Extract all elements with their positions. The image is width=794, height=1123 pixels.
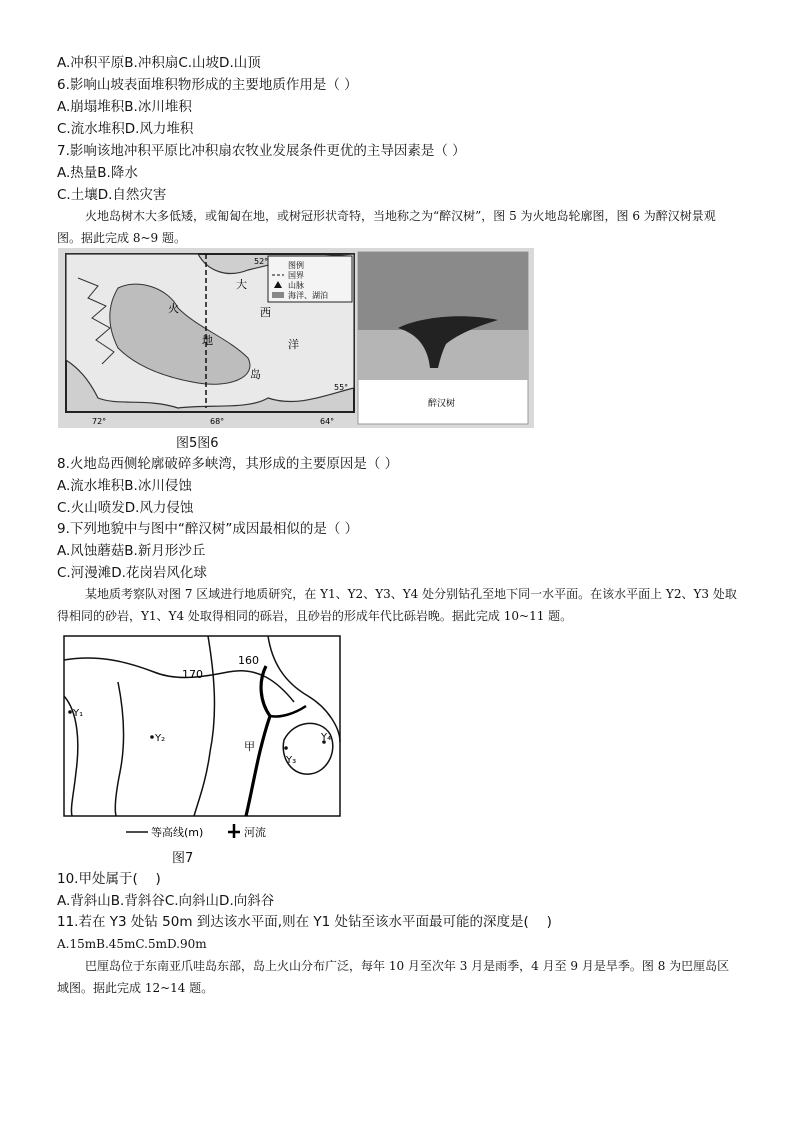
lat-55: 55° <box>334 383 349 392</box>
legend-river: 河流 <box>244 826 266 839</box>
figure-7 <box>58 632 348 844</box>
q11-options: A.15mB.45mC.5mD.90m <box>57 937 207 951</box>
legend-river-icon <box>228 824 240 838</box>
q5-options: A.冲积平原B.冲积扇C.山坡D.山顶 <box>57 55 261 71</box>
lon-64: 64° <box>320 417 335 426</box>
q8-options-1: A.流水堆积B.冰川侵蚀 <box>57 478 192 494</box>
contour-label-160: 160 <box>238 654 259 667</box>
point-y3 <box>284 746 288 750</box>
point-y2 <box>150 735 154 739</box>
label-y2: Y₂ <box>155 733 166 744</box>
ocean-char-3: 洋 <box>288 338 299 351</box>
q10-stem: 10.甲处属于( ) <box>57 871 161 887</box>
point-y1 <box>68 710 72 714</box>
contour-label-170: 170 <box>182 668 203 681</box>
q6-options-2: C.流水堆积D.风力堆积 <box>57 121 194 137</box>
legend-border: 国界 <box>288 271 304 280</box>
q9-stem: 9.下列地貌中与图中“醉汉树”成因最相似的是（ ） <box>57 521 359 537</box>
island-char-1: 火 <box>168 302 179 315</box>
q11-stem: 11.若在 Y3 处钻 50m 到达该水平面,则在 Y1 处钻至该水平面最可能的深度是( ) <box>57 914 552 930</box>
q9-options-2: C.河漫滩D.花岗岩风化球 <box>57 565 207 581</box>
q7-options-2: C.土壤D.自然灾害 <box>57 187 167 203</box>
passage-bali: 巴厘岛位于东南亚爪哇岛东部，岛上火山分布广泛，每年 10 月至次年 3 月是雨季，4 月至 9 月是旱季。图 8 为巴厘岛区域图。据此完成 12~14 题。 <box>57 959 730 995</box>
q6-stem: 6.影响山坡表面堆积物形成的主要地质作用是（ ） <box>57 77 358 93</box>
figure-5-6-caption: 图5图6 <box>176 436 219 451</box>
ocean-char-2: 西 <box>260 306 271 319</box>
figure-7-contour-map <box>58 632 348 844</box>
label-y4: Y₄ <box>321 732 332 743</box>
q7-stem: 7.影响该地冲积平原比冲积扇农牧业发展条件更优的主导因素是（ ） <box>57 143 466 159</box>
lon-72: 72° <box>92 417 107 426</box>
label-y3: Y₃ <box>286 755 297 766</box>
legend-mountain: 山脉 <box>288 281 304 290</box>
q8-options-2: C.火山喷发D.风力侵蚀 <box>57 500 194 516</box>
q6-options-1: A.崩塌堆积B.冰川堆积 <box>57 99 192 115</box>
photo-label: 醉汉树 <box>428 399 456 409</box>
legend-contour: 等高线(m) <box>151 826 204 839</box>
figure-7-caption: 图7 <box>172 851 194 866</box>
q10-options: A.背斜山B.背斜谷C.向斜山D.向斜谷 <box>57 893 275 909</box>
island-char-2: 地 <box>202 334 213 347</box>
legend-water-swatch <box>272 292 284 298</box>
lat-52: 52° <box>254 257 269 266</box>
label-jia: 甲 <box>244 740 255 753</box>
figure-5-map-svg <box>58 248 534 428</box>
figure-5-6 <box>58 248 534 428</box>
ocean-char-1: 大 <box>236 278 247 291</box>
island-char-3: 岛 <box>250 368 261 381</box>
passage-geology: 某地质考察队对图 7 区域进行地质研究，在 Y1、Y2、Y3、Y4 处分别钻孔至地下同一水平面。在该水平面上 Y2、Y3 处取得相同的砂岩，Y1、Y4 处取得相同的砾岩，且砂岩的形成年代比砾岩晚。据此完成 10~11 题。 <box>57 587 737 623</box>
label-y1: Y₁ <box>73 708 84 719</box>
q7-options-1: A.热量B.降水 <box>57 165 138 181</box>
legend-water: 海洋、湖泊 <box>288 291 328 300</box>
q8-stem: 8.火地岛西侧轮廓破碎多峡湾，其形成的主要原因是（ ） <box>57 456 399 472</box>
legend-title: 图例 <box>288 261 304 270</box>
lon-68: 68° <box>210 417 225 426</box>
q9-options-1: A.风蚀蘑菇B.新月形沙丘 <box>57 543 206 559</box>
passage-fire-island: 火地岛树木大多低矮，或匍匐在地，或树冠形状奇特，当地称之为“醉汉树”，图 5 为火地岛轮廓图，图 6 为醉汉树景观图。据此完成 8~9 题。 <box>57 209 716 245</box>
